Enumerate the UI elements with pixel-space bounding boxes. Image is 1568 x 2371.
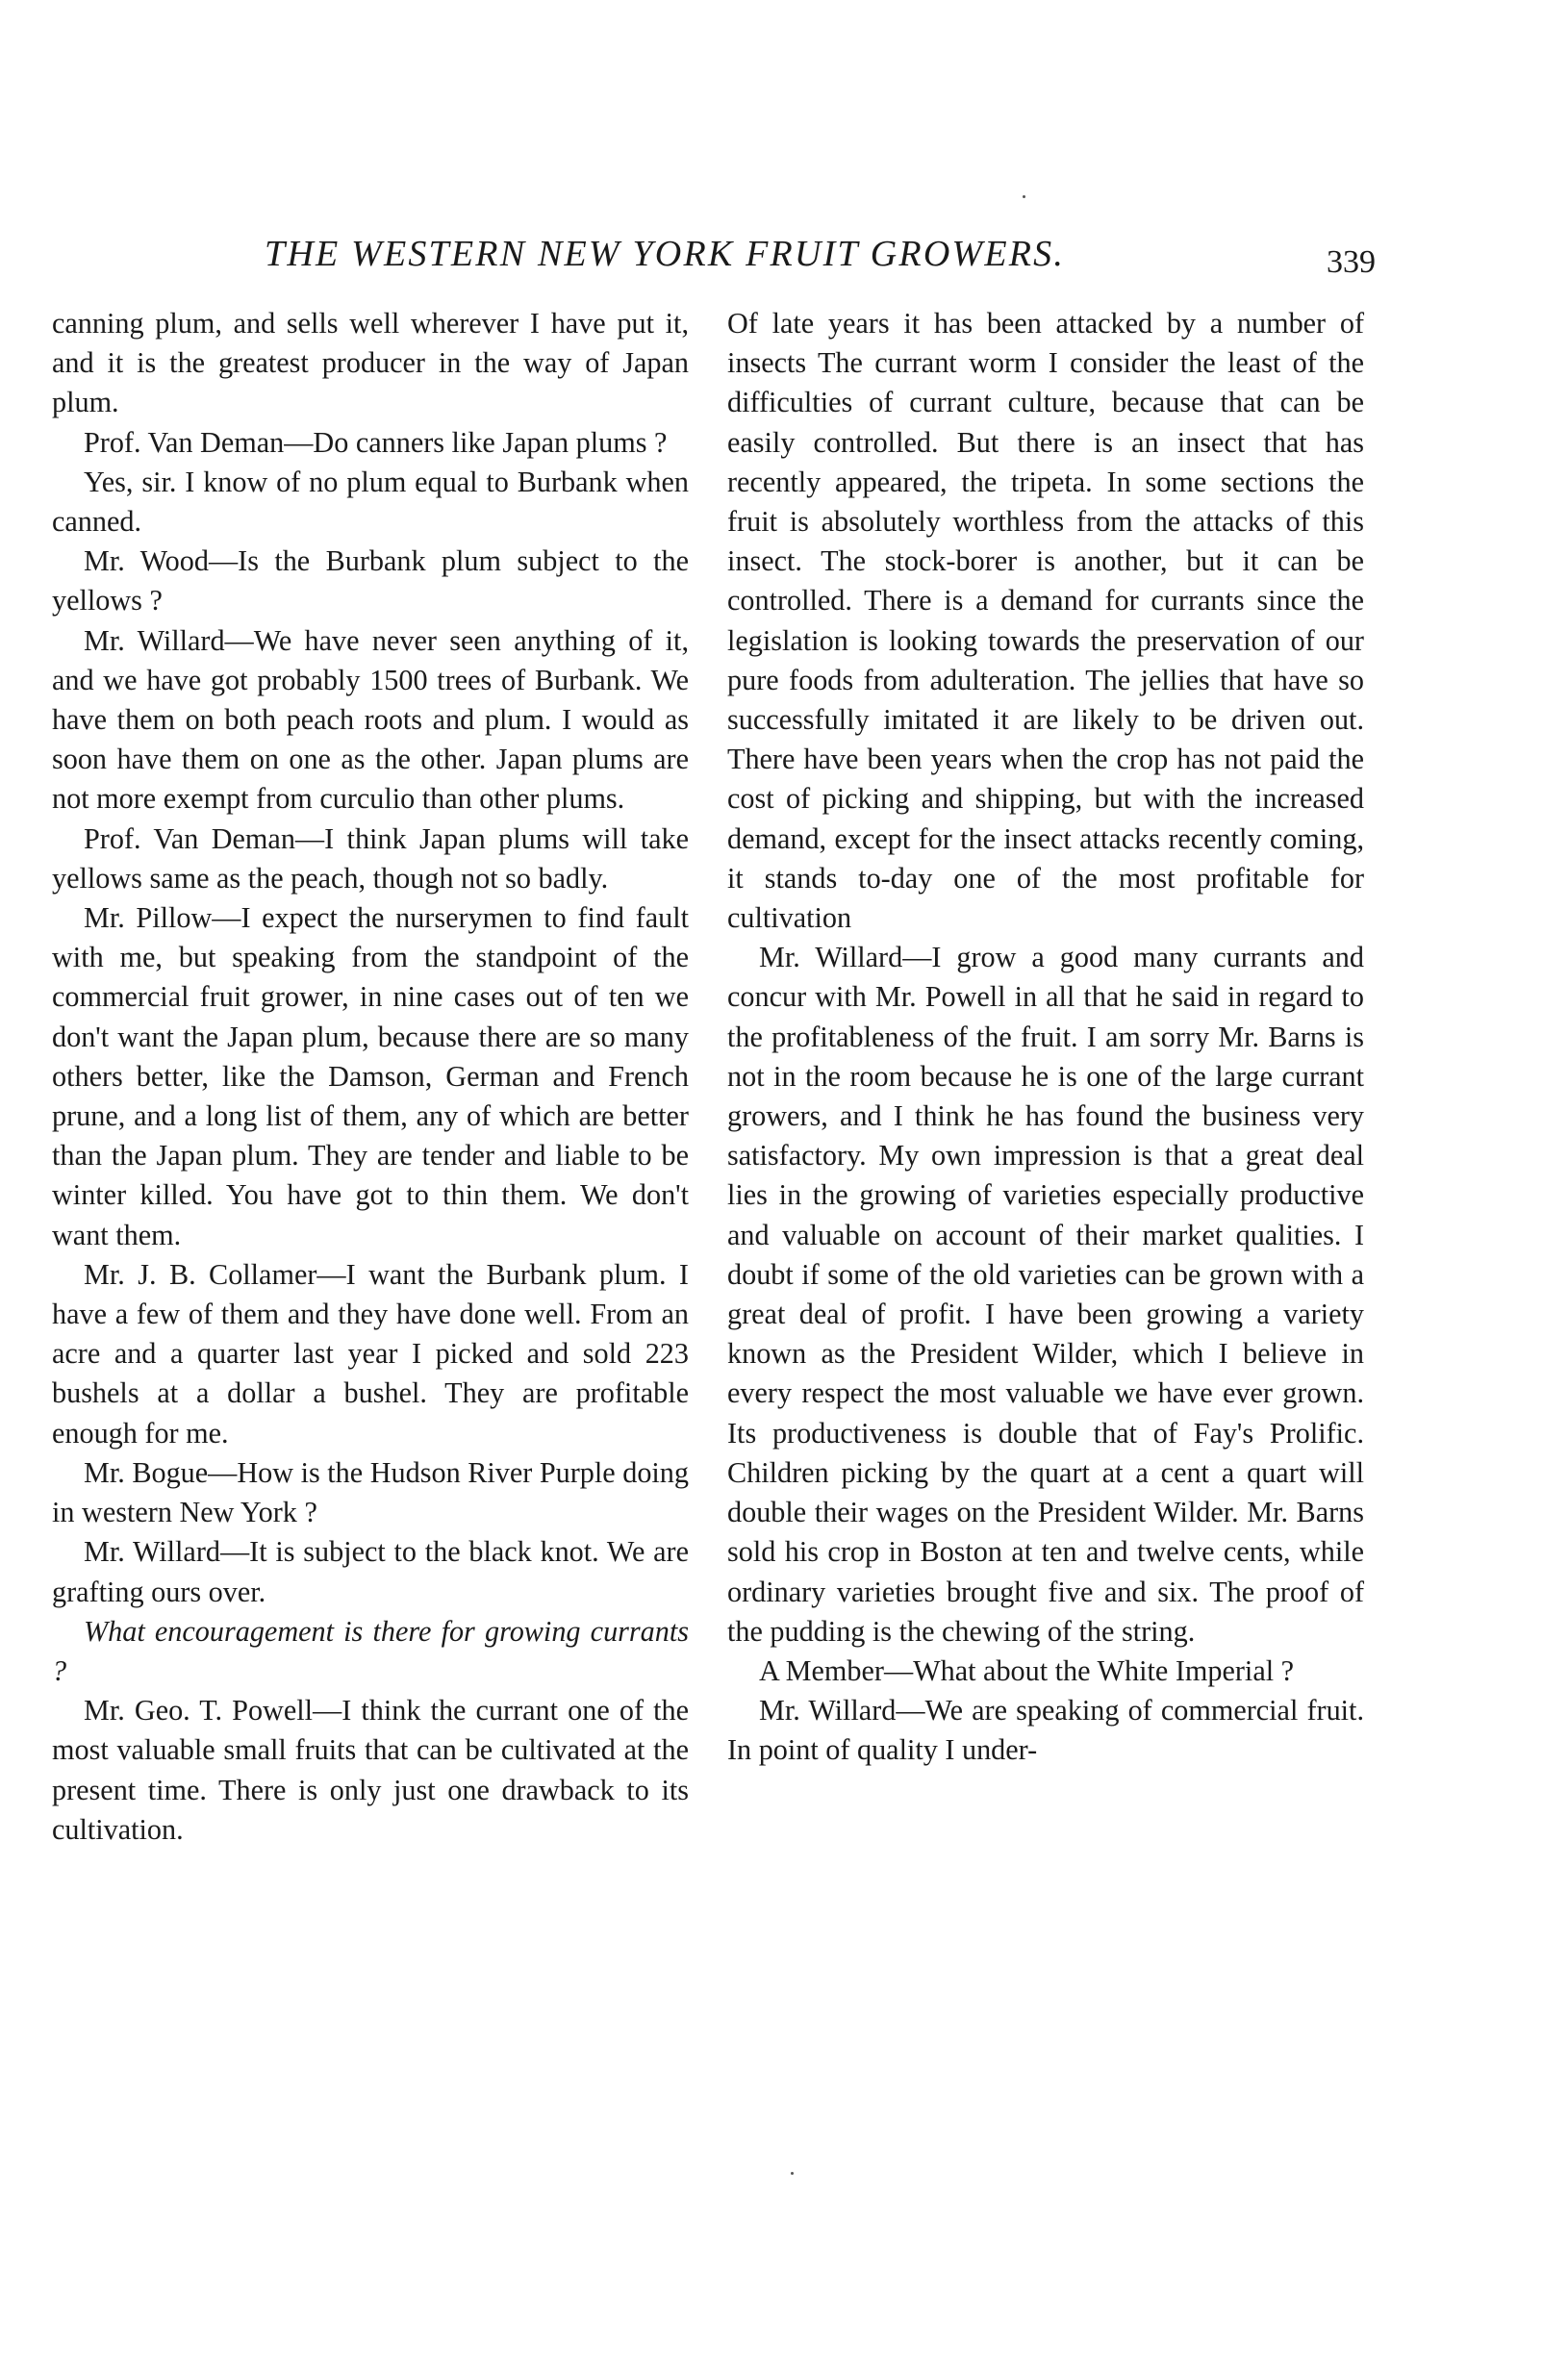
paragraph: Mr. Willard—I grow a good many currants and concur with Mr. Powell in all that he said in regard to the profitableness of the fruit. I am sorry Mr. Barns is not in the room because he is one of the large currant growers, and I think he has found the business very satisfactory. My own impression is that a great deal lies in the growing of varieties especially productive and valuable on account of their market qualities. I doubt if some of the old varieties can be grown with a great deal of profit. I have been growing a variety known as the President Wilder, which I believe in every respect the most valuable we have ever grown. Its productiveness is double that of Fay's Prolific. Children picking by the quart at a cent a quart will double their wages on the President Wilder. Mr. Barns sold his crop in Boston at ten and twelve cents, while ordinary varieties brought five and six. The proof of the pudding is the chewing of the string. bbox=[727, 941, 1364, 1648]
paragraph: canning plum, and sells well wherever I have put it, and it is the greatest producer in the way of Japan plum. bbox=[52, 307, 689, 419]
paragraph: Mr. Willard—It is subject to the black knot. We are grafting ours over. bbox=[52, 1535, 689, 1608]
print-speck bbox=[1023, 195, 1025, 198]
print-speck bbox=[791, 2172, 794, 2175]
paragraph: Mr. J. B. Collamer—I want the Burbank plum. I have a few of them and they have done well. From an acre and a quarter last year I picked and sold 223 bushels at a dollar a bushel. They are profitable enough for me. bbox=[52, 1257, 689, 1450]
left-column bbox=[52, 304, 689, 1850]
right-column bbox=[727, 304, 1364, 1771]
paragraph: Mr. Bogue—How is the Hudson River Purple doing in western New York ? bbox=[52, 1455, 689, 1529]
paragraph: Yes, sir. I know of no plum equal to Burbank when canned. bbox=[52, 465, 689, 539]
paragraph: Mr. Willard—We are speaking of commercial fruit. In point of quality I under- bbox=[727, 1694, 1364, 1767]
paragraph: Of late years it has been attacked by a number of insects The currant worm I consider the least of the difficulties of currant culture, because that can be easily controlled. But there is an insect that has recently appeared, the tripeta. In some sections the fruit is absolutely worthless from the attacks of this insect. The stock-borer is another, but it can be controlled. There is a demand for currants since the legislation is looking towards the preservation of our pure foods from adulteration. The jellies that have so successfully imitated it are likely to be driven out. There have been years when the crop has not paid the cost of picking and shipping, but with the increased demand, except for the insect attacks recently coming, it stands to-day one of the most profitable for cultivation bbox=[727, 307, 1364, 935]
paragraph: Mr. Pillow—I expect the nurserymen to find fault with me, but speaking from the standpoint of the commercial fruit grower, in nine cases out of ten we don't want the Japan plum, because there are so many others better, like the Damson, German and French prune, and a long list of them, any of which are better than the Japan plum. They are tender and liable to be winter killed. You have got to thin them. We don't want them. bbox=[52, 901, 689, 1251]
paragraph: Mr. Willard—We have never seen anything of it, and we have got probably 1500 trees of Burbank. We have them on both peach roots and plum. I would as soon have them on one as the other. Japan plums are not more exempt from curculio than other plums. bbox=[52, 623, 689, 816]
page-number: 339 bbox=[1327, 244, 1376, 280]
section-question: What encouragement is there for growing currants ? bbox=[52, 1614, 689, 1687]
running-head: THE WESTERN NEW YORK FRUIT GROWERS. bbox=[265, 234, 1066, 274]
paragraph: Prof. Van Deman—I think Japan plums will take yellows same as the peach, though not so badly. bbox=[52, 821, 689, 895]
paragraph: Mr. Wood—Is the Burbank plum subject to the yellows ? bbox=[52, 544, 689, 618]
paragraph: A Member—What about the White Imperial ? bbox=[759, 1653, 1295, 1687]
paragraph: Prof. Van Deman—Do canners like Japan plums ? bbox=[84, 425, 668, 459]
page-header bbox=[53, 223, 1390, 290]
paragraph: Mr. Geo. T. Powell—I think the currant one of the most valuable small fruits that can be cultivated at the present time. There is only just one drawback to its cultivation. bbox=[52, 1694, 689, 1846]
